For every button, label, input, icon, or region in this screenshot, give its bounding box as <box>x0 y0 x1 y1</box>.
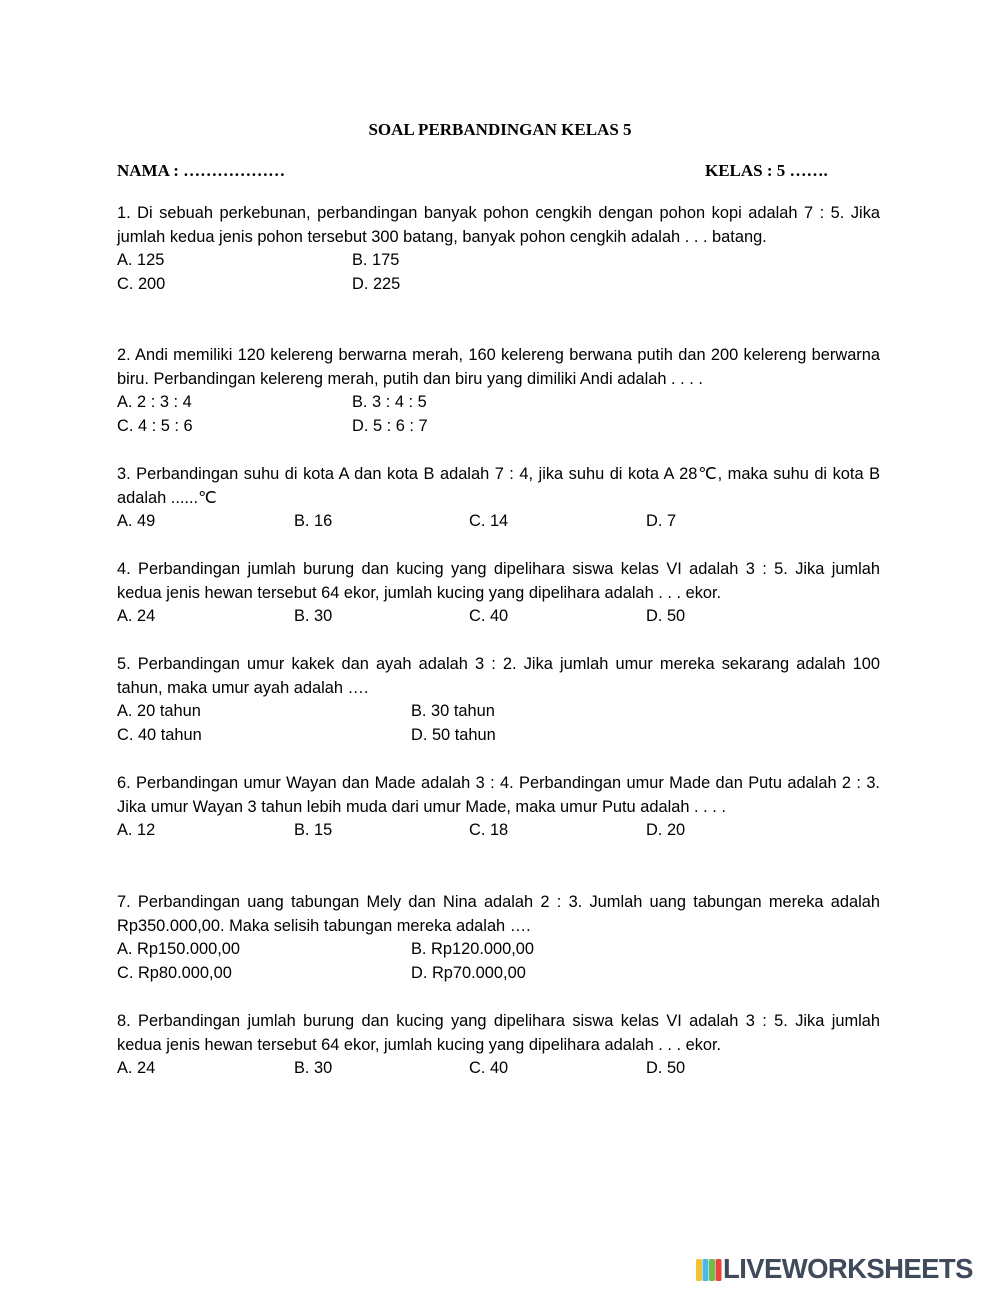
option-c[interactable]: C. 4 : 5 : 6 <box>117 416 193 435</box>
question-6 <box>117 772 880 843</box>
option-a[interactable]: A. 20 tahun <box>117 702 201 721</box>
question-5 <box>117 653 880 747</box>
option-c[interactable]: C. 40 <box>469 1059 509 1078</box>
question-1 <box>117 202 880 296</box>
option-d[interactable]: D. 50 <box>646 1059 686 1078</box>
option-a[interactable]: A. 49 <box>117 512 156 531</box>
options-row <box>117 962 880 986</box>
question-text: 7. Perbandingan uang tabungan Mely dan Nina adalah 2 : 3. Jumlah uang tabungan mereka adalah Rp350.000,00. Maka selisih tabungan mereka adalah …. <box>117 893 880 935</box>
liveworksheets-logo-icon <box>696 1259 722 1281</box>
question-text: 2. Andi memiliki 120 kelereng berwarna merah, 160 kelereng berwana putih dan 200 kelereng berwarna biru. Perbandingan kelereng merah, putih dan biru yang dimiliki Andi adalah . . . . <box>117 346 880 388</box>
option-a[interactable]: A. 125 <box>117 251 165 270</box>
options-row <box>117 605 880 629</box>
option-b[interactable]: B. 16 <box>294 512 333 531</box>
class-field-label: KELAS : 5 ……. <box>705 161 828 180</box>
option-a[interactable]: A. 24 <box>117 607 156 626</box>
option-b[interactable]: B. 30 tahun <box>411 702 495 721</box>
option-d[interactable]: D. 50 tahun <box>411 725 496 744</box>
options-row <box>117 273 880 297</box>
options-row <box>117 1057 880 1081</box>
option-d[interactable]: D. 50 <box>646 607 686 626</box>
logo-text: LIVEWORKSHEETS <box>723 1253 973 1284</box>
question-2 <box>117 344 880 438</box>
option-b[interactable]: B. 30 <box>294 1059 333 1078</box>
option-c[interactable]: C. 200 <box>117 274 166 293</box>
option-b[interactable]: B. 15 <box>294 821 333 840</box>
options-row <box>117 415 880 439</box>
logo-block-1 <box>696 1259 702 1281</box>
question-text: 8. Perbandingan jumlah burung dan kucing yang dipelihara siswa kelas VI adalah 3 : 5. Jika jumlah kedua jenis hewan tersebut 64 ekor, jumlah kucing yang dipelihara adalah . . . ekor. <box>117 1012 880 1054</box>
option-b[interactable]: B. Rp120.000,00 <box>411 940 535 959</box>
option-d[interactable]: D. 7 <box>646 512 677 531</box>
option-c[interactable]: C. 18 <box>469 821 509 840</box>
question-text: 1. Di sebuah perkebunan, perbandingan banyak pohon cengkih dengan pohon kopi adalah 7 : 5. Jika jumlah kedua jenis pohon tersebut 300 batang, banyak pohon cengkih adalah . . . batang. <box>117 204 880 246</box>
option-b[interactable]: B. 175 <box>352 251 400 270</box>
question-4 <box>117 558 880 629</box>
option-c[interactable]: C. 40 tahun <box>117 725 202 744</box>
logo-block-3 <box>709 1259 715 1281</box>
option-b[interactable]: B. 3 : 4 : 5 <box>352 393 427 412</box>
logo-block-2 <box>703 1259 709 1281</box>
question-text: 4. Perbandingan jumlah burung dan kucing yang dipelihara siswa kelas VI adalah 3 : 5. Jika jumlah kedua jenis hewan tersebut 64 ekor, jumlah kucing yang dipelihara adalah . . . ekor. <box>117 560 880 602</box>
question-text: 3. Perbandingan suhu di kota A dan kota B adalah 7 : 4, jika suhu di kota A 28℃, maka suhu di kota B adalah ......℃ <box>117 465 880 507</box>
options-row <box>117 510 880 534</box>
options-row <box>117 249 880 273</box>
question-7 <box>117 891 880 985</box>
question-text: 5. Perbandingan umur kakek dan ayah adalah 3 : 2. Jika jumlah umur mereka sekarang adalah 100 tahun, maka umur ayah adalah …. <box>117 655 880 697</box>
option-d[interactable]: D. Rp70.000,00 <box>411 963 526 982</box>
question-3 <box>117 463 880 534</box>
options-row <box>117 391 880 415</box>
question-8 <box>117 1010 880 1081</box>
options-row <box>117 724 880 748</box>
option-b[interactable]: B. 30 <box>294 607 333 626</box>
option-a[interactable]: A. 2 : 3 : 4 <box>117 393 192 412</box>
option-d[interactable]: D. 225 <box>352 274 401 293</box>
options-row <box>117 700 880 724</box>
question-text: 6. Perbandingan umur Wayan dan Made adalah 3 : 4. Perbandingan umur Made dan Putu adalah 2 : 3. Jika umur Wayan 3 tahun lebih muda dari umur Made, maka umur Putu adalah . . . . <box>117 774 880 816</box>
option-c[interactable]: C. 14 <box>469 512 509 531</box>
option-a[interactable]: A. Rp150.000,00 <box>117 940 241 959</box>
option-a[interactable]: A. 12 <box>117 821 156 840</box>
options-row <box>117 819 880 843</box>
option-d[interactable]: D. 5 : 6 : 7 <box>352 416 428 435</box>
options-row <box>117 938 880 962</box>
name-field-label: NAMA : ……………… <box>117 161 286 180</box>
liveworksheets-logo <box>696 1253 996 1284</box>
option-c[interactable]: C. 40 <box>469 607 509 626</box>
option-a[interactable]: A. 24 <box>117 1059 156 1078</box>
option-d[interactable]: D. 20 <box>646 821 686 840</box>
logo-block-4 <box>716 1259 722 1281</box>
option-c[interactable]: C. Rp80.000,00 <box>117 963 232 982</box>
page-title: SOAL PERBANDINGAN KELAS 5 <box>368 120 632 139</box>
